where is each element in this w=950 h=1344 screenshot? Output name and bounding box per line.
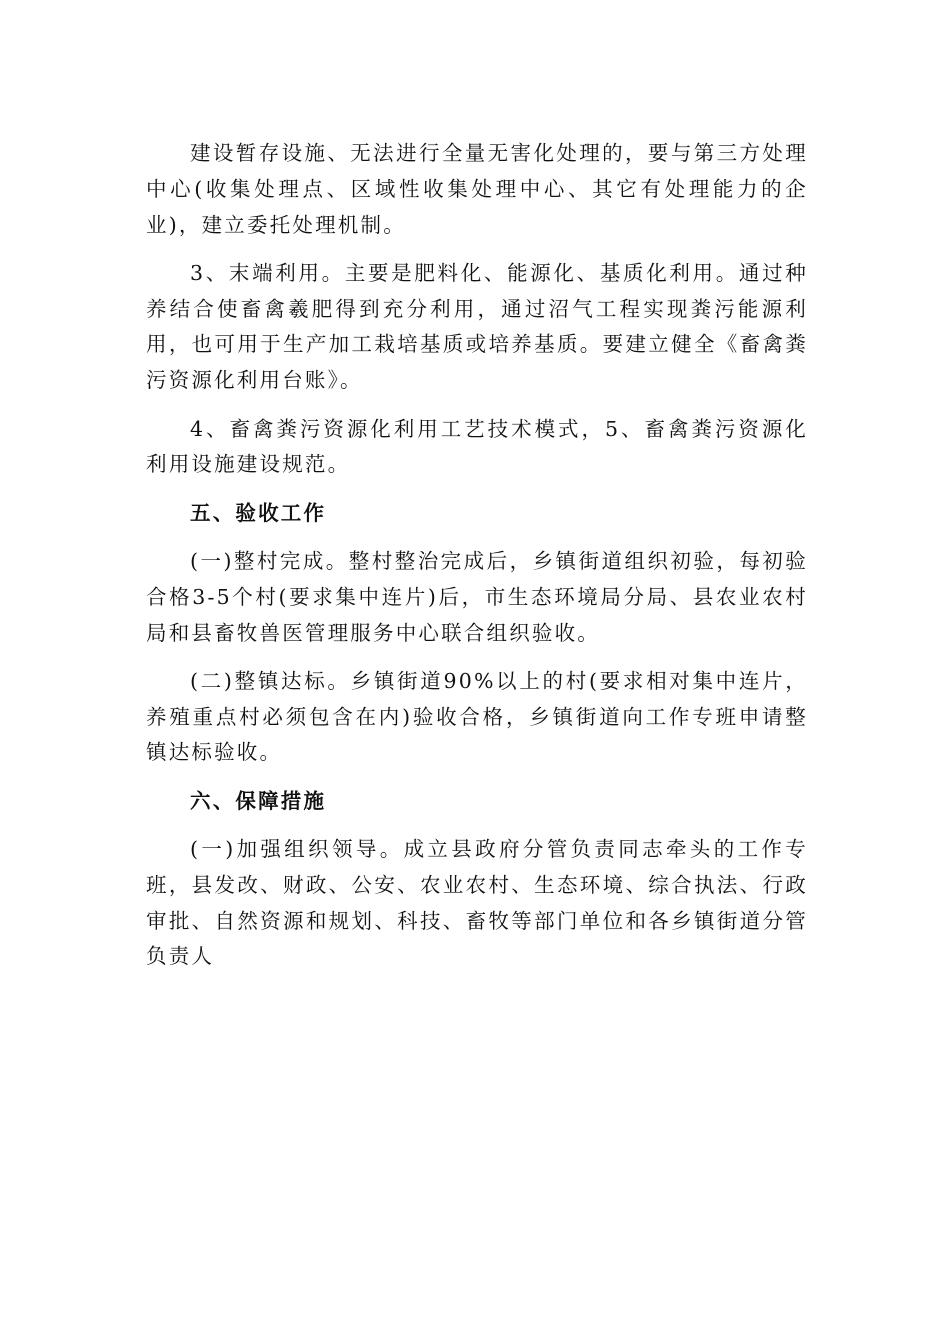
paragraph-village-completion: (一)整村完成。整村整治完成后，乡镇街道组织初验，每初验合格3-5个村(要求集中连片)后，市生态环境局分局、县农业农村局和县畜牧兽医管理服务中心联合组织验收。 [146,548,808,645]
section-heading-acceptance: 五、验收工作 [190,500,327,525]
section-heading-safeguards: 六、保障措施 [190,788,327,813]
paragraph-technical-models: 4、畜禽粪污资源化利用工艺技术模式，5、畜禽粪污资源化利用设施建设规范。 [146,416,808,477]
document-body [146,136,808,988]
paragraph-end-utilization: 3、末端利用。主要是肥料化、能源化、基质化利用。通过种养结合使畜禽羲肥得到充分利用，通过沼气工程实现粪污能源利用，也可用于生产加工栽培基质或培养基质。要建立健全《畜禽粪污资源化利用台账》。 [146,260,808,393]
paragraph-organization-leadership: (一)加强组织领导。成立县政府分管负责同志牵头的工作专班，县发改、财政、公安、农业农村、生态环境、综合执法、行政审批、自然资源和规划、科技、畜牧等部门单位和各乡镇街道分管负责人 [146,837,808,969]
paragraph-town-standard: (二)整镇达标。乡镇街道90%以上的村(要求相对集中连片，养殖重点村必须包含在内)验收合格，乡镇街道向工作专班申请整镇达标验收。 [146,668,808,765]
paragraph-entrusted-disposal: 建设暂存设施、无法进行全量无害化处理的，要与第三方处理中心(收集处理点、区域性收集处理中心、其它有处理能力的企业)，建立委托处理机制。 [146,141,808,237]
